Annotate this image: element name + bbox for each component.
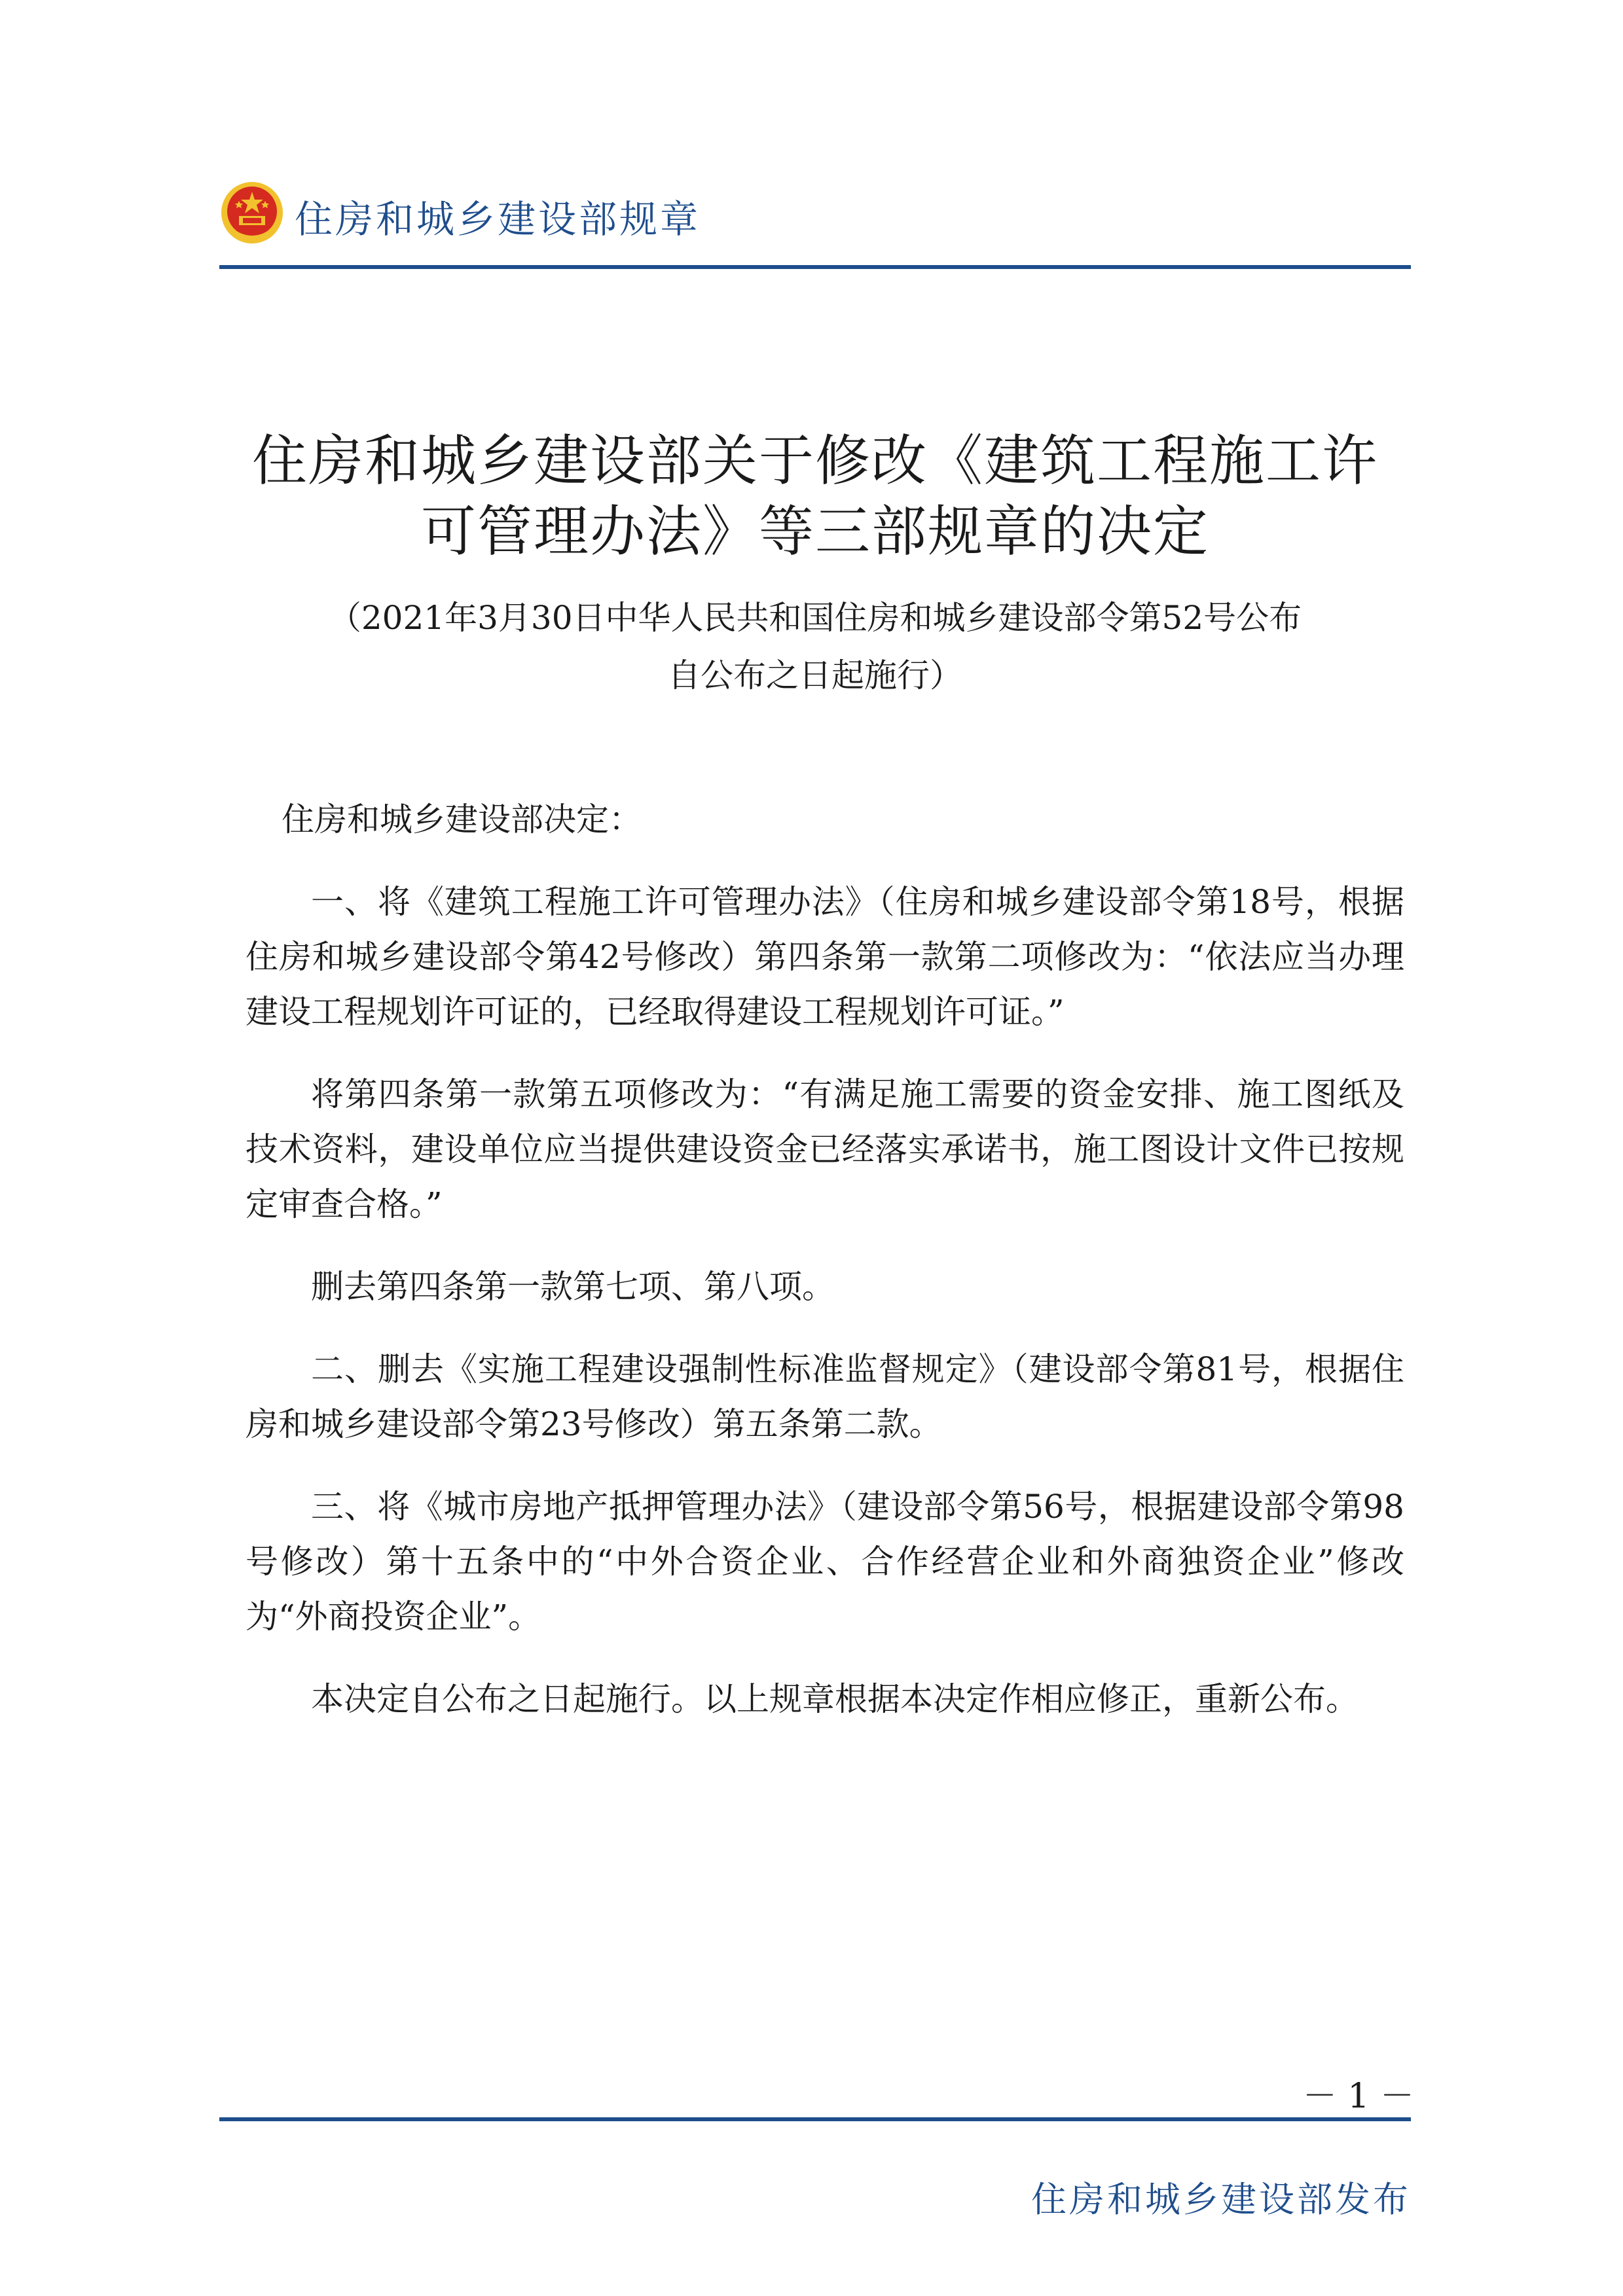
footer-divider: [219, 2117, 1411, 2121]
national-emblem-icon: [219, 180, 285, 245]
paragraph-item-3: 三、将《城市房地产抵押管理办法》（建设部令第56号，根据建设部令第98号修改）第十五条中的“中外合资企业、合作经营企业和外商独资企业”修改为“外商投资企业”。: [246, 1488, 1404, 1636]
document-body: [246, 792, 1404, 1754]
paragraph-item-1-deletion: 删去第四条第一款第七项、第八项。: [311, 1268, 835, 1306]
document-title-line-1: 住房和城乡建设部关于修改《建筑工程施工许: [251, 429, 1378, 493]
paragraph-effective: 本决定自公布之日起施行。以上规章根据本决定作相应修正，重新公布。: [311, 1680, 1359, 1718]
paragraph-opening: 住房和城乡建设部决定：: [282, 800, 642, 838]
document-title: [219, 425, 1411, 567]
document-title-line-2: 可管理办法》等三部规章的决定: [420, 499, 1209, 564]
document-subtitle-line-1: （2021年3月30日中华人民共和国住房和城乡建设部令第52号公布: [328, 599, 1302, 637]
document-subtitle: [219, 589, 1411, 704]
header-title: 住房和城乡建设部规章: [295, 197, 701, 242]
footer-publisher: 住房和城乡建设部发布: [1031, 2179, 1411, 2220]
header-divider: [219, 265, 1411, 269]
document-subtitle-line-2: 自公布之日起施行）: [668, 656, 962, 694]
page-number: － 1 －: [1302, 2077, 1414, 2116]
page-header: [219, 177, 1411, 268]
paragraph-item-2: 二、删去《实施工程建设强制性标准监督规定》（建设部令第81号，根据住房和城乡建设部令第23号修改）第五条第二款。: [246, 1350, 1404, 1443]
paragraph-item-1-clause-5: 将第四条第一款第五项修改为：“有满足施工需要的资金安排、施工图纸及技术资料，建设单位应当提供建设资金已经落实承诺书，施工图设计文件已按规定审查合格。”: [246, 1075, 1404, 1223]
paragraph-item-1: 一、将《建筑工程施工许可管理办法》（住房和城乡建设部令第18号，根据住房和城乡建设部令第42号修改）第四条第一款第二项修改为：“依法应当办理建设工程规划许可证的，已经取得建设工程规划许可证。”: [246, 883, 1404, 1031]
